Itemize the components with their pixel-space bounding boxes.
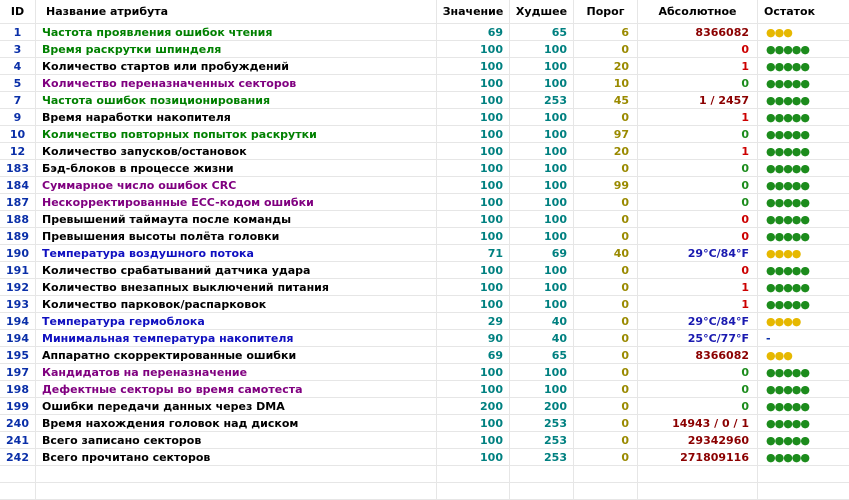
attr-id: 184 [0, 177, 36, 193]
attr-id: 197 [0, 364, 36, 380]
attr-raw: 0 [638, 75, 758, 91]
attr-name: Превышения высоты полёта головки [36, 228, 437, 244]
attr-value: 100 [437, 109, 510, 125]
attr-worst: 253 [510, 92, 574, 108]
attr-id: 193 [0, 296, 36, 312]
attr-remain: ●●●●● [766, 297, 809, 311]
attr-id: 191 [0, 262, 36, 278]
attr-worst: 100 [510, 143, 574, 159]
attr-worst: 253 [510, 449, 574, 465]
attr-id: 190 [0, 245, 36, 261]
attr-id: 1 [0, 24, 36, 40]
attr-worst: 100 [510, 177, 574, 193]
table-row[interactable] [0, 41, 849, 58]
attr-threshold: 0 [574, 160, 638, 176]
table-row[interactable] [0, 75, 849, 92]
table-row[interactable] [0, 211, 849, 228]
attr-threshold: 0 [574, 296, 638, 312]
attr-value: 100 [437, 211, 510, 227]
attr-remain: ●●●● [766, 246, 801, 260]
attr-value: 100 [437, 415, 510, 431]
column-header-name[interactable]: Название атрибута [36, 0, 437, 23]
attr-name: Дефектные секторы во время самотеста [36, 381, 437, 397]
table-header [0, 0, 849, 24]
attr-threshold: 0 [574, 347, 638, 363]
attr-threshold: 0 [574, 330, 638, 346]
attr-worst: 100 [510, 296, 574, 312]
attr-raw: 29°C/84°F [638, 245, 758, 261]
attr-value: 100 [437, 279, 510, 295]
column-header-threshold[interactable]: Порог [574, 0, 638, 23]
attr-name: Количество запусков/остановок [36, 143, 437, 159]
attr-raw: 0 [638, 126, 758, 142]
attr-worst: 100 [510, 126, 574, 142]
empty-cell [36, 466, 437, 482]
attr-raw: 0 [638, 194, 758, 210]
attr-name: Нескорректированные ECC-кодом ошибки [36, 194, 437, 210]
attr-worst: 100 [510, 194, 574, 210]
table-row[interactable] [0, 364, 849, 381]
attr-worst: 100 [510, 211, 574, 227]
attr-raw: 0 [638, 41, 758, 57]
empty-cell [0, 466, 36, 482]
attr-value: 69 [437, 24, 510, 40]
table-row[interactable] [0, 24, 849, 41]
attr-name: Кандидатов на переназначение [36, 364, 437, 380]
attr-threshold: 20 [574, 143, 638, 159]
attr-name: Время раскрутки шпинделя [36, 41, 437, 57]
attr-remain: ●●●●● [766, 161, 809, 175]
attr-id: 7 [0, 92, 36, 108]
attr-value: 100 [437, 177, 510, 193]
attr-name: Аппаратно скорректированные ошибки [36, 347, 437, 363]
attr-value: 71 [437, 245, 510, 261]
attr-threshold: 0 [574, 194, 638, 210]
attr-value: 100 [437, 58, 510, 74]
attr-remain: ●●●●● [766, 127, 809, 141]
attr-worst: 253 [510, 415, 574, 431]
attr-value: 100 [437, 296, 510, 312]
attr-remain: ●●●●● [766, 195, 809, 209]
attr-worst: 253 [510, 432, 574, 448]
attr-value: 100 [437, 92, 510, 108]
empty-cell [638, 483, 758, 499]
attr-raw: 0 [638, 228, 758, 244]
attr-threshold: 0 [574, 279, 638, 295]
attr-threshold: 0 [574, 262, 638, 278]
attr-value: 100 [437, 262, 510, 278]
attr-threshold: 0 [574, 364, 638, 380]
attr-raw: 1 [638, 109, 758, 125]
empty-row [0, 466, 849, 483]
attr-value: 100 [437, 160, 510, 176]
attr-threshold: 40 [574, 245, 638, 261]
attr-raw: 0 [638, 211, 758, 227]
attr-name: Всего записано секторов [36, 432, 437, 448]
attr-raw: 0 [638, 364, 758, 380]
attr-id: 183 [0, 160, 36, 176]
attr-raw: 1 [638, 296, 758, 312]
attr-id: 195 [0, 347, 36, 363]
attr-remain: ●●●●● [766, 229, 809, 243]
attr-id: 188 [0, 211, 36, 227]
attr-raw: 0 [638, 398, 758, 414]
attr-remain: - [766, 331, 770, 345]
attr-value: 100 [437, 381, 510, 397]
attr-worst: 200 [510, 398, 574, 414]
attr-threshold: 0 [574, 381, 638, 397]
attr-worst: 100 [510, 58, 574, 74]
attr-threshold: 0 [574, 41, 638, 57]
attr-remain: ●●●●● [766, 93, 809, 107]
attr-raw: 8366082 [638, 347, 758, 363]
attr-id: 192 [0, 279, 36, 295]
attr-threshold: 20 [574, 58, 638, 74]
attr-threshold: 0 [574, 449, 638, 465]
attr-threshold: 10 [574, 75, 638, 91]
empty-cell [758, 483, 822, 499]
attr-raw: 8366082 [638, 24, 758, 40]
attr-raw: 0 [638, 262, 758, 278]
empty-cell [510, 483, 574, 499]
attr-name: Превышений таймаута после команды [36, 211, 437, 227]
attr-name: Количество срабатываний датчика удара [36, 262, 437, 278]
attr-value: 100 [437, 75, 510, 91]
empty-cell [510, 466, 574, 482]
attr-threshold: 45 [574, 92, 638, 108]
table-row[interactable] [0, 279, 849, 296]
attr-raw: 0 [638, 381, 758, 397]
attr-raw: 1 [638, 279, 758, 295]
attr-threshold: 0 [574, 109, 638, 125]
attr-worst: 100 [510, 75, 574, 91]
table-row[interactable] [0, 449, 849, 466]
table-row[interactable] [0, 160, 849, 177]
attr-value: 90 [437, 330, 510, 346]
attr-value: 100 [437, 449, 510, 465]
attr-worst: 40 [510, 313, 574, 329]
attr-name: Минимальная температура накопителя [36, 330, 437, 346]
attr-value: 100 [437, 228, 510, 244]
column-header-value[interactable]: Значение [437, 0, 510, 23]
table-row[interactable] [0, 143, 849, 160]
attr-threshold: 0 [574, 415, 638, 431]
attr-raw: 1 / 2457 [638, 92, 758, 108]
attr-remain: ●●● [766, 348, 792, 362]
attr-name: Ошибки передачи данных через DMA [36, 398, 437, 414]
table-row[interactable] [0, 126, 849, 143]
attr-name: Температура гермоблока [36, 313, 437, 329]
attr-threshold: 99 [574, 177, 638, 193]
attr-id: 242 [0, 449, 36, 465]
attr-id: 9 [0, 109, 36, 125]
attr-threshold: 6 [574, 24, 638, 40]
attr-raw: 29342960 [638, 432, 758, 448]
attr-name: Количество внезапных выключений питания [36, 279, 437, 295]
table-row[interactable] [0, 398, 849, 415]
attr-value: 200 [437, 398, 510, 414]
attr-raw: 0 [638, 177, 758, 193]
attr-threshold: 0 [574, 228, 638, 244]
attr-remain: ●●●●● [766, 280, 809, 294]
attr-name: Частота ошибок позиционирования [36, 92, 437, 108]
attr-raw: 271809116 [638, 449, 758, 465]
attr-id: 240 [0, 415, 36, 431]
attr-remain: ●●●●● [766, 263, 809, 277]
table-row[interactable] [0, 313, 849, 330]
table-row[interactable] [0, 296, 849, 313]
attr-id: 199 [0, 398, 36, 414]
attr-remain: ●●●●● [766, 433, 809, 447]
attr-remain: ●●●●● [766, 110, 809, 124]
table-row[interactable] [0, 177, 849, 194]
table-row[interactable] [0, 432, 849, 449]
column-header-worst[interactable]: Худшее [510, 0, 574, 23]
attr-name: Суммарное число ошибок CRC [36, 177, 437, 193]
attr-threshold: 0 [574, 211, 638, 227]
attr-raw: 14943 / 0 / 1 [638, 415, 758, 431]
attr-value: 100 [437, 41, 510, 57]
attr-remain: ●●● [766, 25, 792, 39]
table-row[interactable] [0, 245, 849, 262]
attr-name: Количество стартов или пробуждений [36, 58, 437, 74]
attr-name: Количество переназначенных секторов [36, 75, 437, 91]
empty-cell [437, 483, 510, 499]
empty-cell [36, 483, 437, 499]
attr-worst: 100 [510, 364, 574, 380]
attr-value: 29 [437, 313, 510, 329]
attr-worst: 100 [510, 262, 574, 278]
table-row[interactable] [0, 415, 849, 432]
table-row[interactable] [0, 381, 849, 398]
attr-id: 10 [0, 126, 36, 142]
empty-cell [758, 466, 822, 482]
attr-raw: 29°C/84°F [638, 313, 758, 329]
attr-remain: ●●●● [766, 314, 801, 328]
attr-worst: 100 [510, 160, 574, 176]
attr-id: 198 [0, 381, 36, 397]
attr-value: 100 [437, 194, 510, 210]
attr-id: 12 [0, 143, 36, 159]
attr-name: Температура воздушного потока [36, 245, 437, 261]
attr-threshold: 0 [574, 432, 638, 448]
attr-remain: ●●●●● [766, 59, 809, 73]
attr-value: 100 [437, 364, 510, 380]
attr-name: Частота проявления ошибок чтения [36, 24, 437, 40]
attr-remain: ●●●●● [766, 178, 809, 192]
attr-worst: 100 [510, 109, 574, 125]
attr-name: Бэд-блоков в процессе жизни [36, 160, 437, 176]
attr-worst: 65 [510, 24, 574, 40]
attr-id: 194 [0, 330, 36, 346]
attr-raw: 25°C/77°F [638, 330, 758, 346]
attr-name: Время нахождения головок над диском [36, 415, 437, 431]
attr-remain: ●●●●● [766, 42, 809, 56]
column-header-remain[interactable]: Остаток [764, 5, 816, 18]
attr-remain: ●●●●● [766, 399, 809, 413]
table-row[interactable] [0, 330, 849, 347]
attr-id: 3 [0, 41, 36, 57]
attr-worst: 40 [510, 330, 574, 346]
attr-threshold: 0 [574, 398, 638, 414]
attr-remain: ●●●●● [766, 144, 809, 158]
attr-id: 187 [0, 194, 36, 210]
attr-raw: 1 [638, 58, 758, 74]
attr-worst: 100 [510, 381, 574, 397]
column-header-id[interactable]: ID [0, 0, 36, 23]
attr-name: Количество повторных попыток раскрутки [36, 126, 437, 142]
attr-worst: 69 [510, 245, 574, 261]
attr-remain: ●●●●● [766, 76, 809, 90]
attr-raw: 1 [638, 143, 758, 159]
attr-value: 100 [437, 126, 510, 142]
attr-remain: ●●●●● [766, 382, 809, 396]
table-row[interactable] [0, 92, 849, 109]
attr-worst: 100 [510, 41, 574, 57]
attr-worst: 100 [510, 228, 574, 244]
attr-name: Время наработки накопителя [36, 109, 437, 125]
attr-id: 5 [0, 75, 36, 91]
table-row[interactable] [0, 58, 849, 75]
attr-remain: ●●●●● [766, 365, 809, 379]
attr-threshold: 0 [574, 313, 638, 329]
empty-cell [0, 483, 36, 499]
attr-name: Всего прочитано секторов [36, 449, 437, 465]
attr-worst: 65 [510, 347, 574, 363]
attr-worst: 100 [510, 279, 574, 295]
table-row[interactable] [0, 194, 849, 211]
empty-cell [574, 483, 638, 499]
attr-id: 4 [0, 58, 36, 74]
attr-remain: ●●●●● [766, 450, 809, 464]
empty-cell [437, 466, 510, 482]
attr-value: 100 [437, 143, 510, 159]
attr-remain: ●●●●● [766, 416, 809, 430]
attr-remain: ●●●●● [766, 212, 809, 226]
attr-value: 69 [437, 347, 510, 363]
empty-row [0, 483, 849, 500]
attr-id: 194 [0, 313, 36, 329]
attr-id: 189 [0, 228, 36, 244]
attr-value: 100 [437, 432, 510, 448]
attr-threshold: 97 [574, 126, 638, 142]
table-row[interactable] [0, 347, 849, 364]
column-header-raw[interactable]: Абсолютное [638, 0, 758, 23]
attr-raw: 0 [638, 160, 758, 176]
table-row[interactable] [0, 262, 849, 279]
empty-cell [574, 466, 638, 482]
attr-id: 241 [0, 432, 36, 448]
attr-name: Количество парковок/распарковок [36, 296, 437, 312]
table-row[interactable] [0, 228, 849, 245]
empty-cell [638, 466, 758, 482]
table-row[interactable] [0, 109, 849, 126]
